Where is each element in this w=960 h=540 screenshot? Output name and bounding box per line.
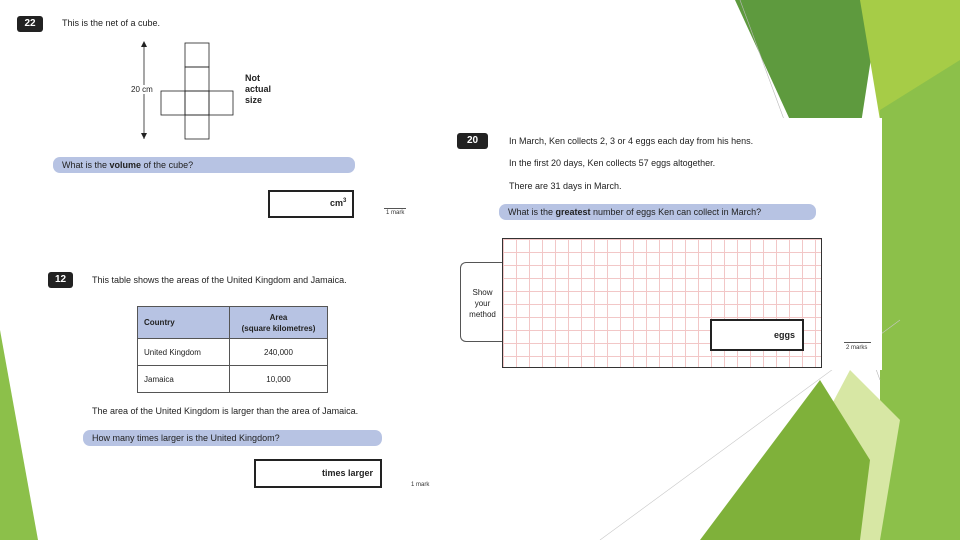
q22-marks: 1 mark: [386, 210, 405, 216]
row-jamaica-country: Jamaica: [138, 366, 230, 393]
show-method-tab: [460, 262, 504, 342]
q20-question-bold: greatest: [555, 207, 591, 217]
q20-question-suffix: number of eggs Ken can collect in March?: [590, 207, 762, 217]
show-line1: Show: [472, 288, 493, 297]
table-header-row: [138, 307, 328, 339]
header-country: Country: [138, 307, 230, 339]
header-area-unit: (square kilometres): [241, 323, 316, 333]
net-square-2: [185, 67, 209, 91]
q22-intro: This is the net of a cube.: [62, 18, 161, 28]
q22-answer-unit: [330, 198, 346, 208]
areas-table: [137, 306, 328, 393]
q22-dimension-label: 20 cm: [131, 85, 153, 94]
q12-number: 12: [48, 272, 73, 288]
q22-note-line3: size: [245, 95, 263, 105]
q22-number: 22: [17, 16, 43, 32]
q20-line1: In March, Ken collects 2, 3 or 4 eggs each day from his hens.: [509, 136, 754, 146]
q22-note-line2: actual: [245, 84, 272, 94]
q20-answer-unit: eggs: [774, 330, 796, 340]
arrow-head-up: [141, 41, 147, 47]
q12-marks: 1 mark: [411, 482, 430, 488]
q20-mark-line: [844, 342, 871, 343]
q20-number: 20: [457, 133, 488, 149]
net-square-5: [209, 91, 233, 115]
q22-question-band: [53, 157, 355, 173]
q22-question-suffix: of the cube?: [141, 160, 194, 170]
q20-line2: In the first 20 days, Ken collects 57 eggs altogether.: [509, 158, 716, 168]
q22-note-line1: Not: [245, 73, 260, 83]
q22-question-prefix: What is the: [62, 160, 110, 170]
q22-unit-text: cm: [330, 198, 344, 208]
row-uk-country: United Kingdom: [138, 339, 230, 366]
green-shape-left-bottom: [0, 330, 38, 540]
q22-unit-sup: 3: [343, 198, 347, 204]
net-square-6: [185, 115, 209, 139]
show-line3: method: [469, 310, 496, 319]
q20-question-band: [499, 204, 816, 220]
q20-question-prefix: What is the: [508, 207, 556, 217]
show-line2: your: [474, 299, 491, 308]
net-square-4: [185, 91, 209, 115]
header-area-title: Area: [269, 312, 288, 322]
header-area: [230, 307, 328, 339]
arrow-head-down: [141, 133, 147, 139]
net-square-3: [161, 91, 185, 115]
row-uk-area: 240,000: [230, 339, 328, 366]
green-shape-top-dark: [735, 0, 880, 130]
q22-question-bold: volume: [109, 160, 142, 170]
q12-answer-unit: times larger: [322, 468, 374, 478]
row-jamaica-area: 10,000: [230, 366, 328, 393]
q22-mark-line: [384, 208, 406, 209]
net-square-1: [185, 43, 209, 67]
table-row: [138, 366, 328, 393]
q12-intro: This table shows the areas of the United Kingdom and Jamaica.: [92, 275, 347, 285]
q12-question-band: How many times larger is the United Kingdom?: [83, 430, 382, 446]
q12-statement: The area of the United Kingdom is larger than the area of Jamaica.: [92, 406, 359, 416]
q20-marks: 2 marks: [846, 345, 868, 351]
table-row: [138, 339, 328, 366]
q20-line3: There are 31 days in March.: [509, 181, 622, 191]
